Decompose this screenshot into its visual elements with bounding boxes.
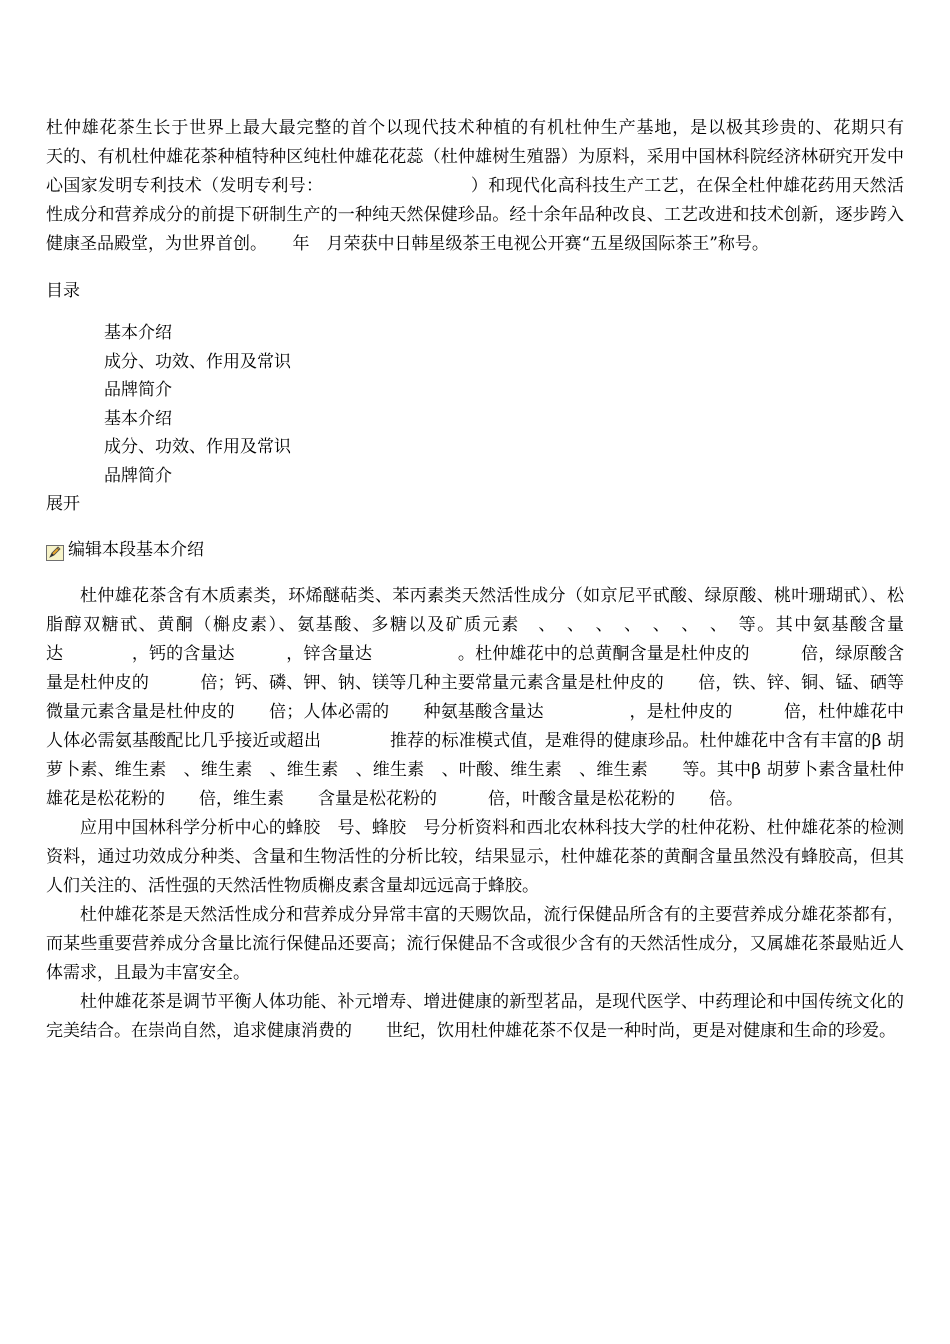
section-body: [46, 582, 904, 1046]
toc-list: [46, 319, 904, 490]
toc-item[interactable]: 成分、功效、作用及常识: [104, 351, 291, 372]
edit-icon[interactable]: [46, 542, 64, 558]
section-heading-text: 编辑本段基本介绍: [68, 540, 204, 560]
body-paragraph: 杜仲雄花茶是天然活性成分和营养成分异常丰富的天赐饮品，流行保健品所含有的主要营养成分雄花茶都有，而某些重要营养成分含量比流行保健品还要高；流行保健品不含或很少含有的天然活性成分，又属雄花茶最贴近人体需求，且最为丰富安全。: [46, 905, 904, 983]
toc-item[interactable]: 品牌简介: [104, 380, 172, 400]
body-paragraph: 应用中国林科学分析中心的蜂胶 号、蜂胶 号分析资料和西北农林科技大学的杜仲花粉、杜仲雄花茶的检测资料，通过功效成分种类、含量和生物活性的分析比较，结果显示，杜仲雄花茶的黄酮含量虽然没有蜂胶高，但其人们关注的、活性强的天然活性物质槲皮素含量却远远高于蜂胶。: [46, 818, 904, 896]
toc-title: 目录: [46, 281, 80, 301]
toc-item[interactable]: 成分、功效、作用及常识: [104, 437, 291, 457]
intro-paragraph: 杜仲雄花茶生长于世界上最大最完整的首个以现代技术种植的有机杜仲生产基地，是以极其珍贵的、花期只有 天的、有机杜仲雄花茶种植特种区纯杜仲雄花花蕊（杜仲雄树生殖器）为原料，采用中国林科院经济林研究开发中心国家发明专利技术（发明专利号： ）和现代化高科技生产工艺，在保全杜仲雄花药用天然活性成分和营养成分的前提下研制生产的一种纯天然保健珍品。经十余年品种改良、工艺改进和技术创新，逐步跨入健康圣品殿堂，为世界首创。 年 月荣获中日韩星级茶王电视公开赛“五星级国际茶王”称号。: [46, 118, 938, 254]
document-page: [46, 114, 938, 1046]
section-heading: [46, 536, 904, 564]
toc-item[interactable]: 基本介绍: [104, 323, 172, 343]
body-paragraph: 杜仲雄花茶含有木质素类，环烯醚萜类、苯丙素类天然活性成分（如京尼平甙酸、绿原酸、桃叶珊瑚甙）、松脂醇双糖甙、黄酮（槲皮素）、氨基酸、多糖以及矿质元素 、 、 、 、 、 、 、 等。其中氨基酸含量达 ，钙的含量达 ，锌含量达 。杜仲雄花中的总黄酮含量是杜仲皮的 倍，绿原酸含量是杜仲皮的 倍；钙、磷、钾、钠、镁等几种主要常量元素含量是杜仲皮的 倍，铁、锌、铜、锰、硒等微量元素含量是杜仲皮的 倍；人体必需的 种氨基酸含量达 ，是杜仲皮的 倍，杜仲雄花中人体必需氨基酸配比几乎接近或超出 推荐的标准模式值，是难得的健康珍品。杜仲雄花中含有丰富的β 胡萝卜素、维生素 、维生素 、维生素 、维生素 、叶酸、维生素 、维生素 等。其中β 胡萝卜素含量杜仲雄花是松花粉的 倍，维生素 含量是松花粉的 倍，叶酸含量是松花粉的 倍。: [46, 586, 904, 809]
expand-link[interactable]: 展开: [46, 494, 80, 514]
toc-item[interactable]: 品牌简介: [104, 465, 172, 486]
body-paragraph: 杜仲雄花茶是调节平衡人体功能、补元增寿、增进健康的新型茗品，是现代医学、中药理论和中国传统文化的完美结合。在崇尚自然，追求健康消费的 世纪，饮用杜仲雄花茶不仅是一种时尚，更是对健康和生命的珍爱。: [46, 992, 904, 1041]
toc-item[interactable]: 基本介绍: [104, 408, 172, 429]
